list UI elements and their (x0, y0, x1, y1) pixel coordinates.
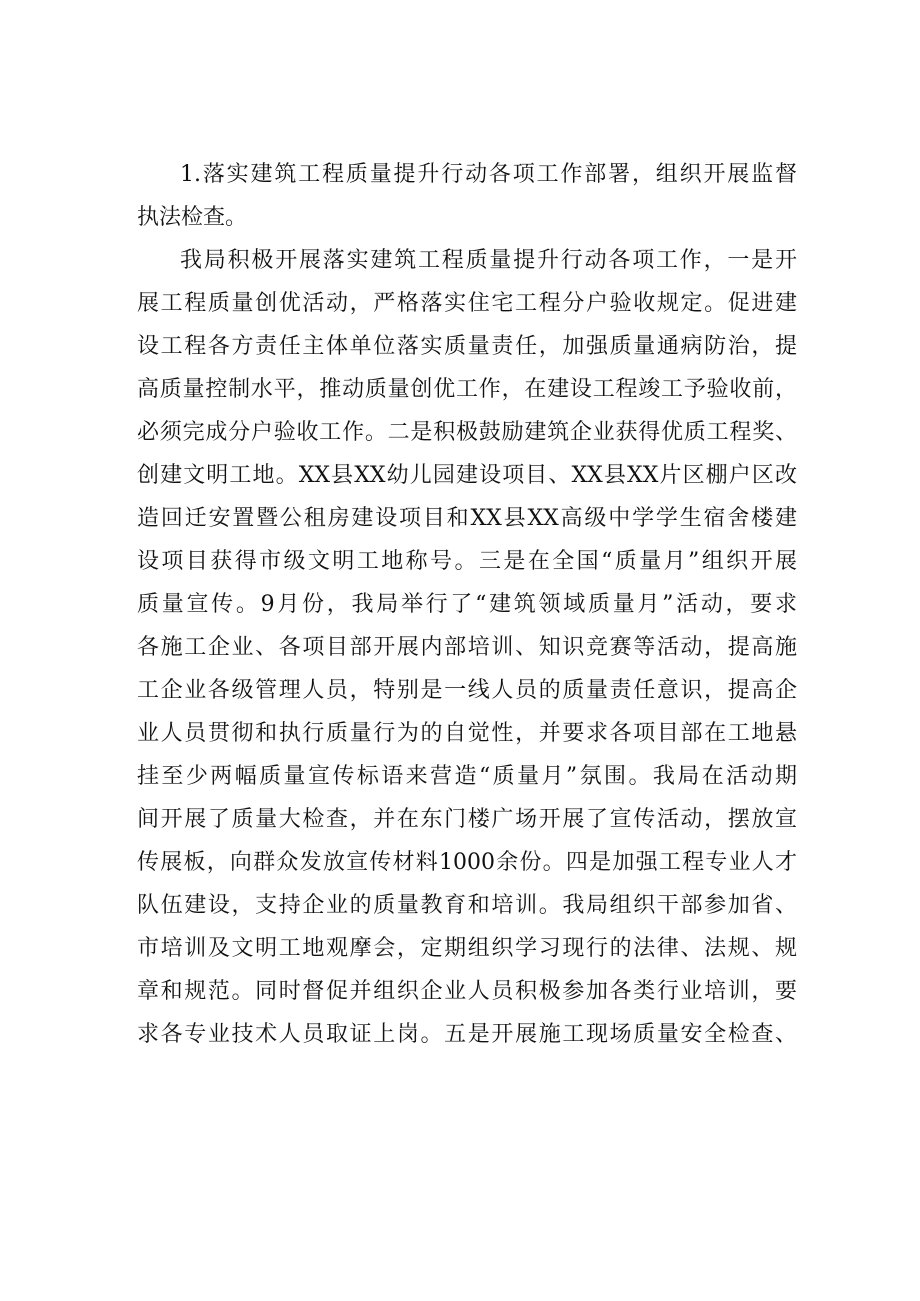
paragraph-line: 工企业各级管理人员，特别是一线人员的质量责任意识，提高企 (137, 678, 797, 703)
paragraph-line: 挂至少两幅质量宣传标语来营造“质量月”氛围。我局在活动期 (137, 764, 797, 789)
paragraph-line: 高质量控制水平，推动质量创优工作，在建设工程竣工予验收前， (137, 377, 797, 402)
paragraph-line: 设项目获得市级文明工地称号。三是在全国“质量月”组织开展 (137, 549, 797, 574)
section-heading-line: 1.落实建筑工程质量提升行动各项工作部署，组织开展监督 (180, 162, 797, 187)
paragraph-line: 间开展了质量大检查，并在东门楼广场开展了宣传活动，摆放宣 (137, 807, 797, 832)
paragraph-line: 各施工企业、各项目部开展内部培训、知识竞赛等活动，提高施 (137, 635, 797, 660)
section-heading-line: 执法检查。 (137, 205, 248, 230)
paragraph-line: 设工程各方责任主体单位落实质量责任，加强质量通病防治，提 (137, 334, 797, 359)
paragraph-line: 必须完成分户验收工作。二是积极鼓励建筑企业获得优质工程奖、 (137, 420, 797, 445)
paragraph-line: 创建文明工地。XX县XX幼儿园建设项目、XX县XX片区棚户区改 (137, 463, 797, 488)
paragraph-line: 市培训及文明工地观摩会，定期组织学习现行的法律、法规、规 (137, 936, 797, 961)
paragraph-line: 传展板，向群众发放宣传材料1000余份。四是加强工程专业人才 (137, 850, 797, 875)
paragraph-line: 队伍建设，支持企业的质量教育和培训。我局组织干部参加省、 (137, 893, 797, 918)
document-body (137, 153, 797, 1056)
paragraph-line: 业人员贯彻和执行质量行为的自觉性，并要求各项目部在工地悬 (137, 721, 797, 746)
paragraph-line: 我局积极开展落实建筑工程质量提升行动各项工作，一是开 (180, 248, 797, 273)
paragraph-line: 质量宣传。9月份，我局举行了“建筑领域质量月”活动，要求 (137, 592, 797, 617)
paragraph-line: 章和规范。同时督促并组织企业人员积极参加各类行业培训，要 (137, 979, 797, 1004)
paragraph-line: 求各专业技术人员取证上岗。五是开展施工现场质量安全检查、 (137, 1022, 797, 1047)
paragraph-line: 展工程质量创优活动，严格落实住宅工程分户验收规定。促进建 (137, 291, 797, 316)
paragraph-line: 造回迁安置暨公租房建设项目和XX县XX高级中学学生宿舍楼建 (137, 506, 797, 531)
